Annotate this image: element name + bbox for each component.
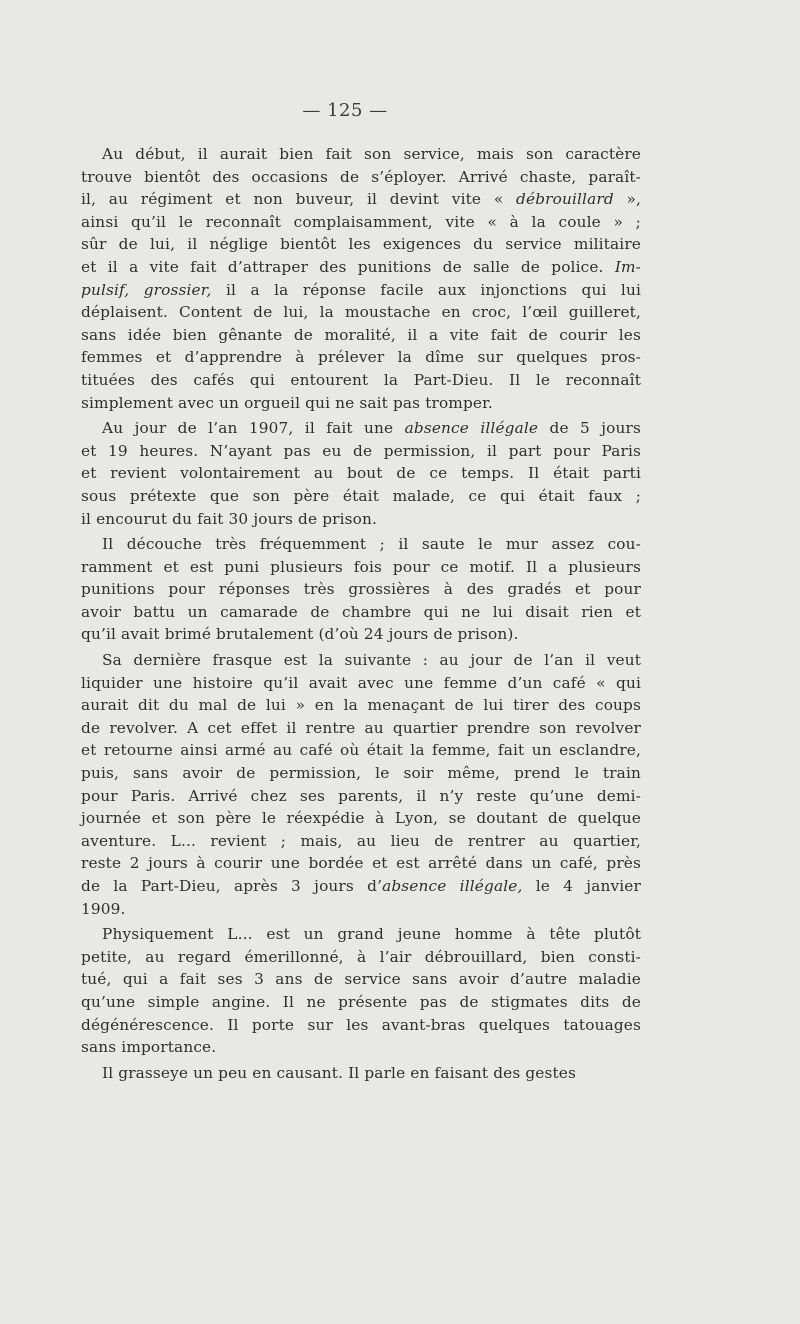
text-line (81, 739, 641, 762)
text-line (81, 485, 641, 508)
text-line (81, 440, 641, 463)
text-line (81, 279, 641, 302)
text-line (81, 462, 641, 485)
text-run: Il grasseye un peu en causant. Il parle en faisant des gestes (102, 1063, 577, 1082)
text-line (81, 852, 641, 875)
text-line (81, 1014, 641, 1037)
text-line (81, 968, 641, 991)
text-run: 1909. (81, 899, 126, 918)
text-line (81, 556, 641, 579)
text-line (81, 392, 641, 415)
italic-run: pulsif, grossier, (81, 280, 212, 299)
text-line (81, 346, 641, 369)
text-run: Physiquement L... est un grand jeune homme à tête plutôt (102, 925, 641, 944)
text-run: il encourut du fait 30 jours de prison. (81, 509, 378, 528)
text-run: et revient volontairement au bout de ce temps. Il était parti (81, 464, 641, 483)
text-line (81, 672, 641, 695)
text-run: de 5 jours (538, 419, 642, 438)
page-number: — 125 — (302, 100, 388, 121)
text-run: tué, qui a fait ses 3 ans de service sans avoir d’autre maladie (81, 970, 641, 989)
text-line (81, 533, 641, 556)
text-run: petite, au regard émerillonné, à l’air débrouillard, bien consti- (81, 947, 641, 966)
text-run: punitions pour réponses très grossières à des gradés et pour (81, 580, 641, 599)
text-line (81, 143, 641, 166)
text-run: journée et son père le réexpédie à Lyon, se doutant de quelque (81, 809, 641, 828)
text-line (81, 807, 641, 830)
text-line (81, 717, 641, 740)
text-run: pour Paris. Arrivé chez ses parents, il n’y reste qu’une demi- (81, 786, 641, 805)
text-line (81, 369, 641, 392)
text-run: déplaisent. Content de lui, la moustache en croc, l’œil guilleret, (81, 303, 641, 322)
italic-run: absence illégale (404, 419, 539, 438)
text-line (81, 898, 641, 921)
text-run: liquider une histoire qu’il avait avec une femme d’un café « qui (81, 673, 641, 692)
text-run: Il découche très fréquemment ; il saute le mur assez cou- (102, 535, 641, 554)
text-run: il, au régiment et non buveur, il devint vite « (81, 190, 517, 209)
text-run: reste 2 jours à courir une bordée et est arrêté dans un café, près (81, 854, 641, 873)
text-line (81, 991, 641, 1014)
text-run: trouve bientôt des occasions de s’éployer. Arrivé chaste, paraît- (81, 167, 641, 186)
text-run: de la Part-Dieu, après 3 jours d’ (81, 877, 383, 895)
italic-run: absence illégale, (382, 877, 523, 895)
text-run: qu’une simple angine. Il ne présente pas de stigmates dits de (81, 992, 641, 1011)
text-run: tituées des cafés qui entourent la Part-Dieu. Il le reconnaît (81, 370, 641, 389)
text-line (81, 946, 641, 969)
text-run: de revolver. A cet effet il rentre au quartier prendre son revolver (81, 718, 641, 737)
italic-run: Im- (614, 257, 641, 276)
text-line (81, 623, 641, 646)
text-line (81, 694, 641, 717)
text-run: dégénérescence. Il porte sur les avant-bras quelques tatouages (81, 1015, 641, 1034)
text-run: simplement avec un orgueil qui ne sait pas tromper. (81, 393, 493, 412)
text-run: femmes et d’apprendre à prélever la dîme sur quelques pros- (81, 348, 641, 367)
text-line (81, 830, 641, 853)
text-line (81, 578, 641, 601)
text-run: sans idée bien gênante de moralité, il a vite fait de courir les (81, 325, 641, 344)
text-run: », (613, 190, 641, 209)
text-run: sûr de lui, il néglige bientôt les exigences du service militaire (81, 235, 641, 254)
text-run: ainsi qu’il le reconnaît complaisamment, vite « à la coule » ; (81, 212, 641, 231)
text-run: ramment et est puni plusieurs fois pour ce motif. Il a plusieurs (81, 557, 641, 576)
text-run: avoir battu un camarade de chambre qui ne lui disait rien et (81, 602, 641, 621)
body-text (81, 143, 641, 1084)
text-run: sans importance. (81, 1038, 217, 1057)
text-line (81, 166, 641, 189)
text-line (81, 233, 641, 256)
text-run: le 4 janvier (522, 877, 641, 895)
text-run: aventure. L... revient ; mais, au lieu de rentrer au quartier, (81, 831, 641, 850)
text-run: et retourne ainsi armé au café où était la femme, fait un esclandre, (81, 741, 641, 760)
text-line (81, 875, 641, 898)
text-run: qu’il avait brimé brutalement (d’où 24 jours de prison). (81, 625, 519, 644)
text-run: Sa dernière frasque est la suivante : au jour de l’an il veut (102, 651, 641, 670)
text-line (81, 1062, 641, 1085)
text-run: Au jour de l’an 1907, il fait une (102, 419, 405, 438)
text-line (81, 649, 641, 672)
italic-run: débrouillard (516, 190, 614, 209)
text-run: aurait dit du mal de lui » en la menaçant de lui tirer des coups (81, 696, 641, 715)
text-run: il a la réponse facile aux injonctions qui lui (211, 280, 642, 299)
text-line (81, 1036, 641, 1059)
text-line (81, 417, 641, 440)
text-line (81, 256, 641, 279)
text-line (81, 785, 641, 808)
text-line (81, 508, 641, 531)
text-line (81, 601, 641, 624)
text-line (81, 324, 641, 347)
text-line (81, 301, 641, 324)
text-line (81, 923, 641, 946)
text-run: sous prétexte que son père était malade, ce qui était faux ; (81, 486, 641, 505)
text-line (81, 211, 641, 234)
text-run: et il a vite fait d’attraper des punitions de salle de police. (81, 257, 615, 276)
text-run: Au début, il aurait bien fait son service, mais son caractère (102, 145, 641, 163)
text-line (81, 188, 641, 211)
text-run: puis, sans avoir de permission, le soir même, prend le train (81, 764, 641, 783)
text-run: et 19 heures. N’ayant pas eu de permission, il part pour Paris (81, 441, 641, 460)
text-line (81, 762, 641, 785)
